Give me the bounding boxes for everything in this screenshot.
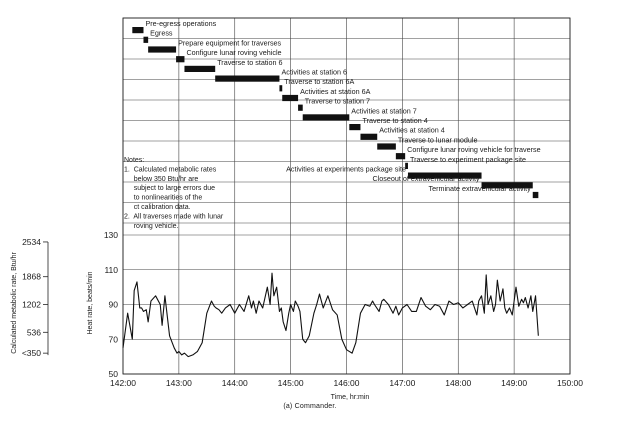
y-tick-label: 90 [108,299,118,310]
x-tick-label: 145:00 [277,378,304,388]
note-line: to nonlinearities of the [124,194,203,202]
note-line: ct calibration data. [124,204,191,211]
activity-label: Configure lunar roving vehicle for traverse [407,145,541,155]
note-line: below 350 Btu/hr are [124,175,199,183]
activity-label: Traverse to station 7 [304,96,370,106]
y-axis-label: Heat rate, beats/min [87,271,94,335]
activity-bar [349,124,360,130]
activity-bar [377,143,396,149]
note-line: subject to large errors due [124,185,216,193]
activity-label: Configure lunar roving vehicle [186,48,282,58]
activity-label: Traverse to experiment package site [409,154,526,164]
activity-bar [279,85,282,91]
notes-block [124,157,224,230]
activity-bar [360,134,377,140]
activity-bar [533,192,539,198]
activity-label: Activities at station 6 [281,67,347,77]
x-tick-label: 147:00 [389,378,416,388]
y2-axis-label: Calculated metabolic rate, Btu/hr [11,252,18,354]
activity-bar [215,76,279,82]
y-tick-label: 130 [103,230,118,240]
y2-tick-label: 536 [26,327,41,338]
activity-label: Traverse to station 6A [284,77,355,87]
activity-label: Activities at station 4 [379,125,445,135]
activity-bar [184,66,215,72]
figure-caption: (a) Commander. [283,403,337,410]
heart-rate-line [123,273,538,356]
x-tick-label: 142:00 [110,378,136,388]
x-tick-label: 149:00 [501,378,528,388]
x-tick-label: 144:00 [221,378,248,388]
y2-tick-label: <350 [21,348,41,359]
activity-bar [298,105,303,111]
note-line: 2. All traverses made with lunar [124,213,224,221]
activity-label: Activities at station 6A [300,86,371,96]
activity-label: Prepare equipment for traverses [178,38,282,48]
activity-bar [396,153,405,159]
activity-bar [148,46,176,52]
activity-bar [303,114,350,120]
activity-label: Traverse to station 4 [362,116,428,125]
activity-label: Traverse to station 6 [217,57,283,67]
y-tick-label: 110 [104,264,118,275]
y2-tick-label: 1868 [22,271,41,282]
x-axis-label: Time, hr:min [330,394,370,401]
heart-rate-series [123,273,538,356]
note-line: Notes: [124,157,145,164]
activity-label: Pre-egress operations [145,19,217,28]
x-tick-label: 143:00 [165,378,192,388]
x-tick-label: 148:00 [445,378,472,388]
activity-bar [176,56,184,62]
activity-label: Traverse to lunar module [397,135,478,145]
y2-tick-label: 1202 [22,299,41,310]
activity-bar [143,37,148,43]
activity-label: Activities at experiments package site [286,164,406,174]
note-line: roving vehicle. [124,222,179,230]
activity-bar [282,95,298,101]
y2-tick-label: 2534 [22,236,41,247]
note-line: 1. Calculated metabolic rates [124,166,217,174]
x-tick-label: 146:00 [333,378,360,388]
x-tick-label: 150:00 [557,378,583,388]
activity-label: Closeout of extravehicular activity [372,174,480,184]
y-tick-label: 50 [108,369,118,379]
activity-label: Terminate extravehicular activity [428,183,531,193]
y-tick-label: 70 [108,334,118,345]
activity-label: Activities at station 7 [351,106,417,116]
activity-bar [132,27,143,33]
activity-label: Egress [150,28,173,38]
